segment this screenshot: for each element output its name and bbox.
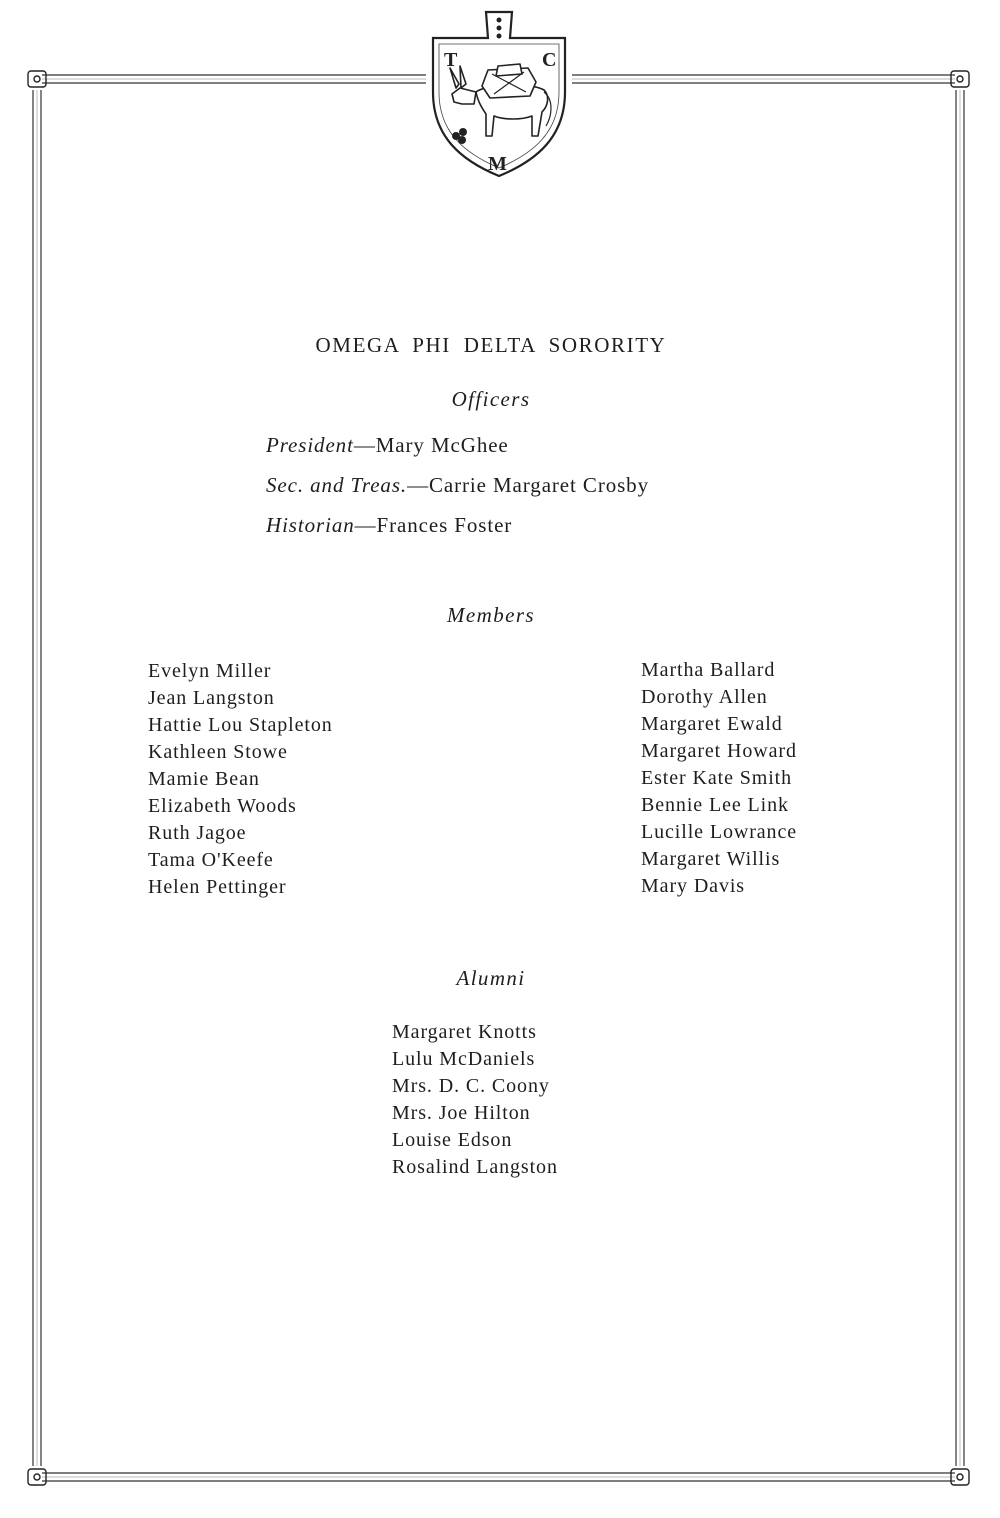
- member-name: Evelyn Miller: [148, 660, 272, 682]
- member-name: Dorothy Allen: [641, 686, 768, 708]
- member-name: Margaret Willis: [641, 848, 781, 870]
- member-name: Kathleen Stowe: [148, 741, 288, 763]
- officer-row: Sec. and Treas.—Carrie Margaret Crosby: [266, 473, 649, 497]
- member-name: Lucille Lowrance: [641, 821, 797, 843]
- members-left-column: [148, 658, 333, 901]
- officer-row: President—Mary McGhee: [266, 433, 509, 457]
- officer-role: Sec. and Treas.: [266, 473, 408, 497]
- member-name: Elizabeth Woods: [148, 795, 297, 817]
- member-name: Margaret Ewald: [641, 713, 783, 735]
- officer-role: President: [266, 433, 354, 457]
- member-name: Ester Kate Smith: [641, 767, 793, 789]
- crest-letter-t: T: [444, 49, 458, 71]
- crest-letter-c: C: [542, 49, 557, 71]
- member-name: Hattie Lou Stapleton: [148, 714, 333, 736]
- member-name: Martha Ballard: [641, 659, 776, 681]
- member-name: Mary Davis: [641, 875, 745, 897]
- member-name: Bennie Lee Link: [641, 794, 789, 816]
- alumni-name: Rosalind Langston: [392, 1156, 558, 1178]
- crest-letter-m: M: [488, 153, 507, 175]
- officers-list: [266, 425, 649, 545]
- officer-name: Frances Foster: [376, 513, 513, 537]
- officer-role: Historian: [266, 513, 355, 537]
- alumni-name: Mrs. D. C. Coony: [392, 1075, 550, 1097]
- mule-crest-icon: [426, 8, 572, 180]
- officers-heading: Officers: [451, 387, 531, 411]
- officer-name: Carrie Margaret Crosby: [428, 473, 649, 497]
- member-name: Margaret Howard: [641, 740, 797, 762]
- members-heading: Members: [447, 603, 535, 627]
- member-name: Jean Langston: [148, 687, 275, 709]
- officer-row: Historian—Frances Foster: [266, 513, 513, 537]
- page-title: OMEGA PHI DELTA SORORITY: [315, 333, 667, 357]
- alumni-list: [392, 1019, 558, 1181]
- alumni-heading: Alumni: [456, 966, 526, 990]
- alumni-name: Margaret Knotts: [392, 1021, 537, 1043]
- officer-name: Mary McGhee: [375, 433, 509, 457]
- member-name: Ruth Jagoe: [148, 822, 247, 844]
- member-name: Helen Pettinger: [148, 876, 287, 898]
- members-right-column: [641, 657, 797, 900]
- member-name: Mamie Bean: [148, 768, 260, 790]
- alumni-name: Mrs. Joe Hilton: [392, 1102, 531, 1124]
- alumni-name: Louise Edson: [392, 1129, 513, 1151]
- alumni-name: Lulu McDaniels: [392, 1048, 536, 1070]
- member-name: Tama O'Keefe: [148, 849, 274, 871]
